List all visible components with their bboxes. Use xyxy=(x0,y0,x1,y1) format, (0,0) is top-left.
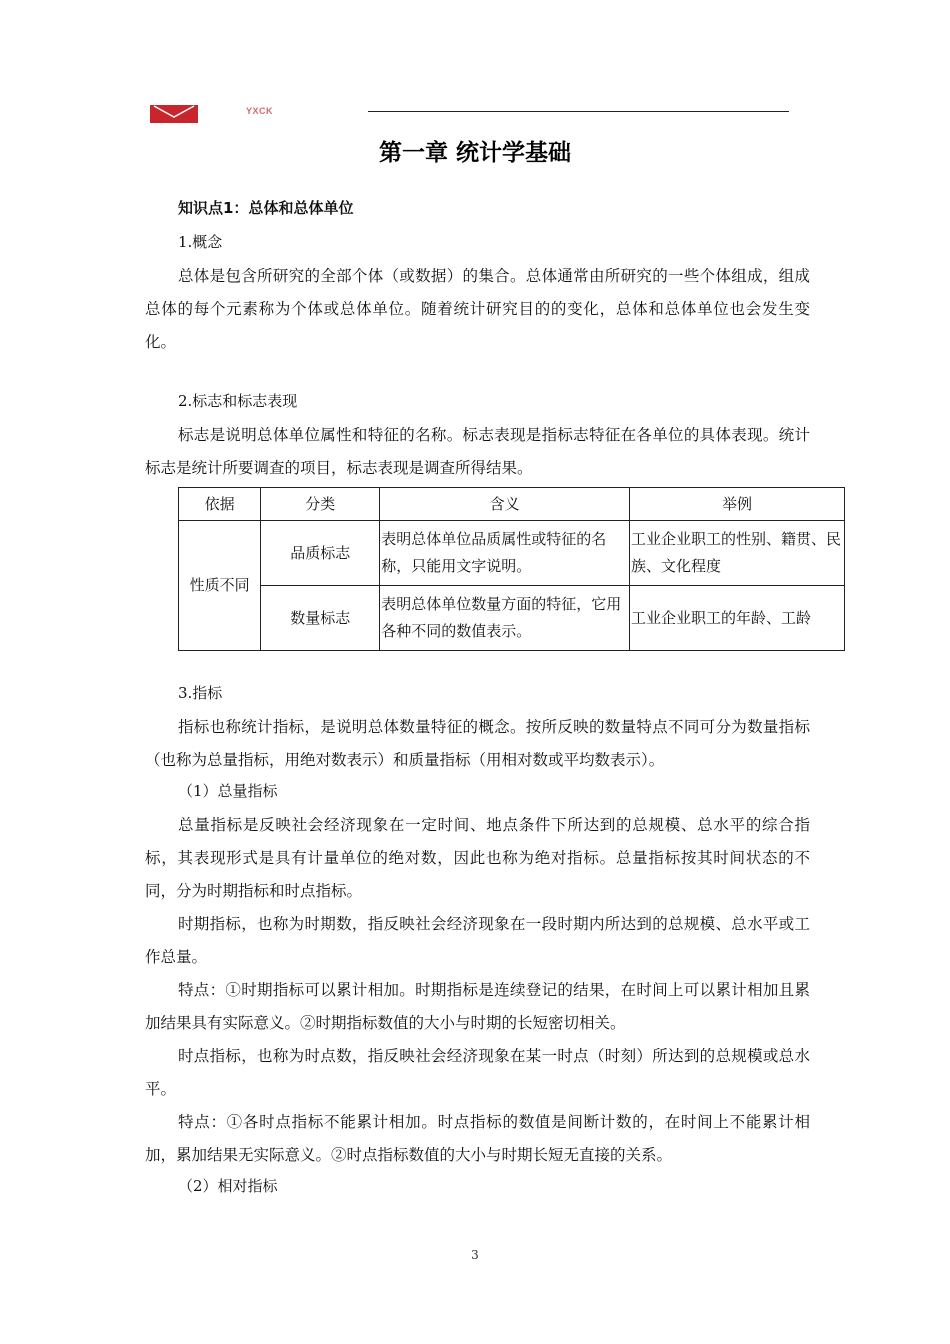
table-row xyxy=(179,586,845,651)
knowledge-point-heading: 知识点1：总体和总体单位 xyxy=(178,199,354,217)
document-body xyxy=(145,196,842,1204)
table-cell-meaning: 表明总体单位品质属性或特征的名称，只能用文字说明。 xyxy=(380,521,630,586)
subsection-heading: （2）相对指标 xyxy=(178,1177,278,1195)
table-header-cell: 举例 xyxy=(630,488,845,521)
table-cell-category: 品质标志 xyxy=(261,521,380,586)
section-heading: 1.概念 xyxy=(178,233,223,251)
table-header-row xyxy=(179,488,845,521)
paragraph: 特点：①时期指标可以累计相加。时期指标是连续登记的结果，在时间上可以累计相加且累加结果具有实际意义。②时期指标数值的大小与时期的长短密切相关。 xyxy=(145,981,810,1032)
logo-text: YXCK xyxy=(246,106,274,116)
table-header-cell: 分类 xyxy=(261,488,380,521)
paragraph: 时点指标，也称为时点数，指反映社会经济现象在某一时点（时刻）所达到的总规模或总水平。 xyxy=(145,1047,810,1098)
table-cell-example: 工业企业职工的年龄、工龄 xyxy=(630,586,845,651)
table-cell-example: 工业企业职工的性别、籍贯、民族、文化程度 xyxy=(630,521,845,586)
table-row xyxy=(179,521,845,586)
table-header-cell: 依据 xyxy=(179,488,261,521)
table-cell-basis: 性质不同 xyxy=(179,521,261,651)
paragraph: 特点：①各时点指标不能累计相加。时点指标的数值是间断计数的，在时间上不能累计相加，累加结果无实际意义。②时点指标数值的大小与时期长短无直接的关系。 xyxy=(145,1113,810,1164)
page-number: 3 xyxy=(471,1248,479,1262)
paragraph: 指标也称统计指标，是说明总体数量特征的概念。按所反映的数量特点不同可分为数量指标（也称为总量指标，用绝对数表示）和质量指标（用相对数或平均数表示）。 xyxy=(145,718,810,769)
paragraph: 总体是包含所研究的全部个体（或数据）的集合。总体通常由所研究的一些个体组成，组成总体的每个元素称为个体或总体单位。随着统计研究目的的变化，总体和总体单位也会发生变化。 xyxy=(145,267,810,351)
page-title: 第一章 统计学基础 xyxy=(378,140,571,166)
table-cell-category: 数量标志 xyxy=(261,586,380,651)
table-header-cell: 含义 xyxy=(380,488,630,521)
subsection-heading: （1）总量指标 xyxy=(178,782,278,800)
section-heading: 2.标志和标志表现 xyxy=(178,392,298,410)
logo-icon xyxy=(150,105,198,123)
indicator-table xyxy=(178,487,845,651)
paragraph: 时期指标，也称为时期数，指反映社会经济现象在一段时期内所达到的总规模、总水平或工作总量。 xyxy=(145,915,810,966)
header-rule xyxy=(368,111,789,112)
table-cell-meaning: 表明总体单位数量方面的特征，它用各种不同的数值表示。 xyxy=(380,586,630,651)
paragraph: 总量指标是反映社会经济现象在一定时间、地点条件下所达到的总规模、总水平的综合指标，其表现形式是具有计量单位的绝对数，因此也称为绝对指标。总量指标按其时间状态的不同，分为时期指标和时点指标。 xyxy=(145,816,810,900)
paragraph: 标志是说明总体单位属性和特征的名称。标志表现是指标志特征在各单位的具体表现。统计标志是统计所要调查的项目，标志表现是调查所得结果。 xyxy=(145,426,810,477)
section-heading: 3.指标 xyxy=(178,684,223,702)
